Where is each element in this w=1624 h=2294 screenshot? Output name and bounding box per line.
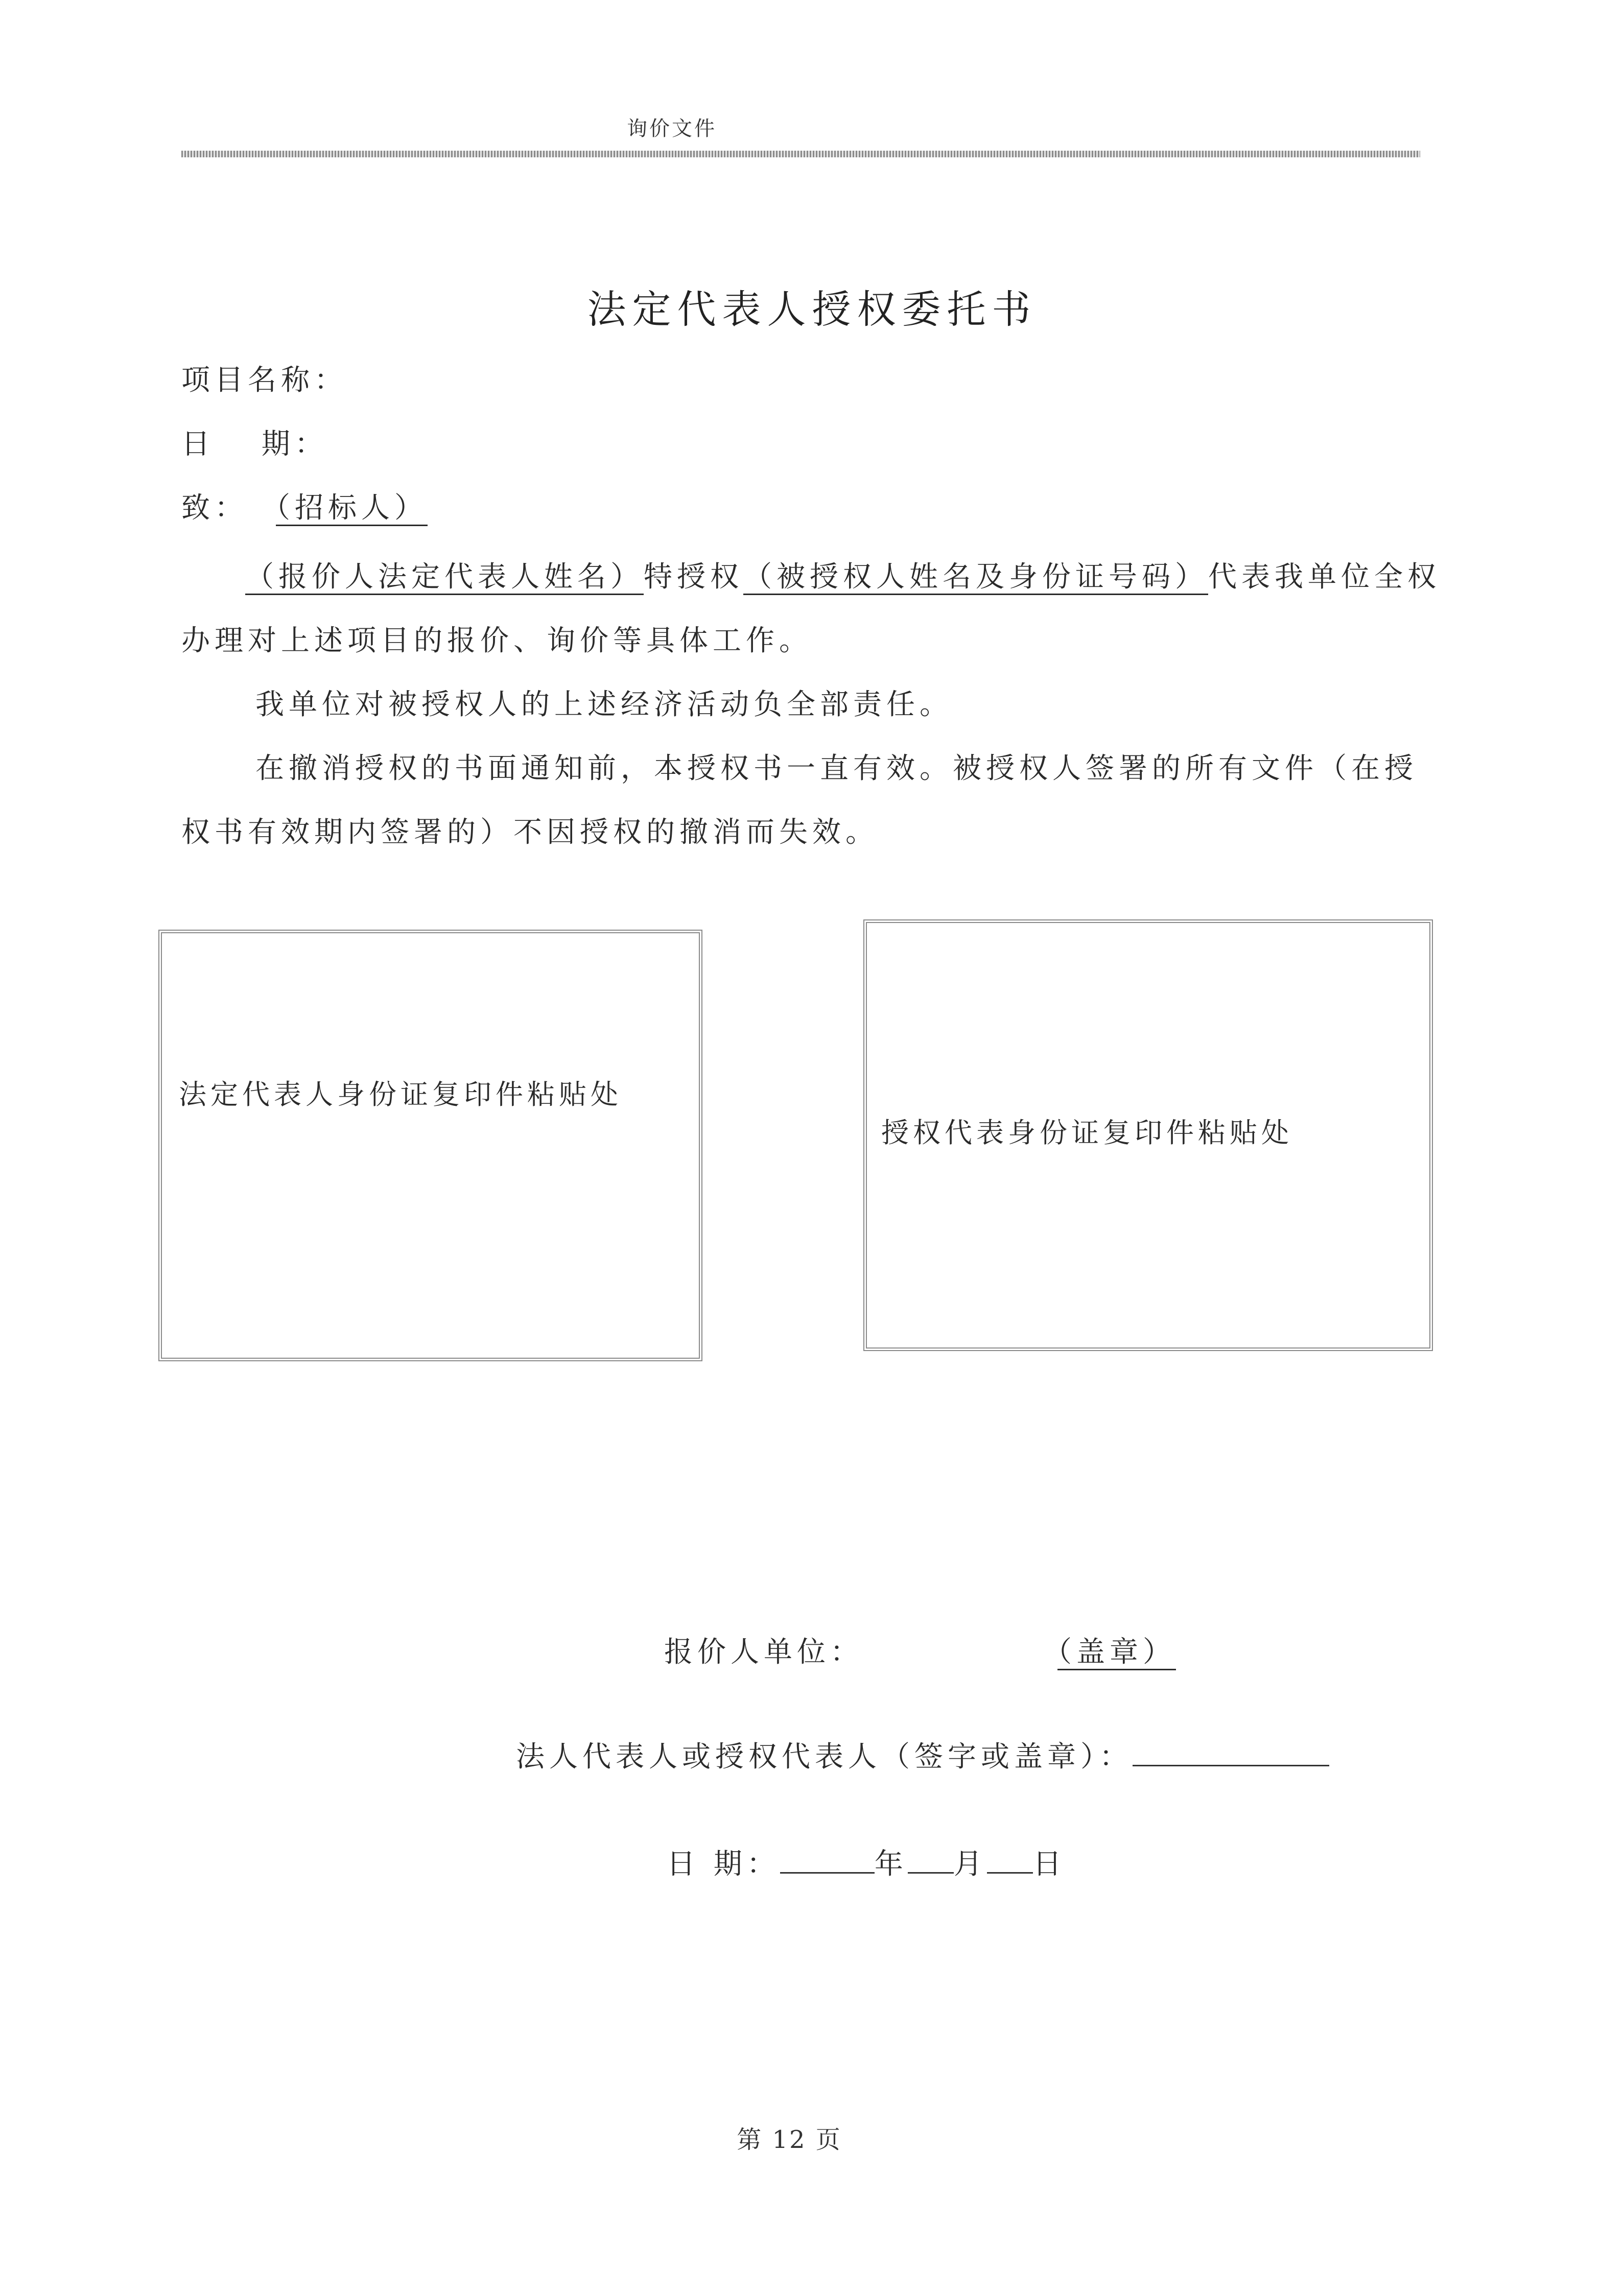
- month-label: 月: [953, 1848, 987, 1881]
- legal-rep-id-paste-label: 法定代表人身份证复印件粘贴处: [179, 1078, 622, 1110]
- document-title: 法定代表人授权委托书: [587, 287, 1037, 332]
- paragraph-1-end: 代表我单位全权: [1208, 560, 1441, 594]
- authorized-rep-id-paste-label: 授权代表身份证复印件粘贴处: [881, 1117, 1293, 1149]
- year-label: 年: [874, 1848, 908, 1881]
- paragraph-1-line-2: 办理对上述项目的报价、询价等具体工作。: [181, 624, 812, 657]
- paragraph-2: 我单位对被授权人的上述经济活动负全部责任。: [255, 688, 953, 721]
- bidder-unit-label: 报价人单位：: [664, 1636, 863, 1669]
- signature-date-label: 日 期：: [667, 1848, 780, 1881]
- representative-blank: [1133, 1765, 1329, 1766]
- page-number: 第 12 页: [737, 2125, 842, 2154]
- bidder-unit-line: [664, 1629, 1339, 1670]
- representative-label: 法人代表人或授权代表人（签字或盖章）：: [516, 1740, 1133, 1773]
- recipient-value: （招标人）: [276, 491, 428, 525]
- paragraph-3-line-1: 在撤消授权的书面通知前，本授权书一直有效。被授权人签署的所有文件（在授: [255, 752, 1418, 785]
- header-label: 询价文件: [627, 117, 717, 140]
- day-blank: [987, 1872, 1033, 1874]
- signature-date-line: [667, 1841, 1066, 1882]
- legal-rep-name-placeholder: （报价人法定代表人姓名）: [245, 560, 644, 594]
- paragraph-1-line-1: [245, 554, 1441, 595]
- header-rule: [181, 151, 1420, 157]
- bidder-unit-seal: （盖章）: [1057, 1636, 1176, 1669]
- recipient-line: [181, 485, 474, 526]
- representative-line: [516, 1734, 1329, 1775]
- paragraph-1-mid: 特授权: [644, 560, 743, 594]
- date-label: 日 期：: [181, 428, 328, 461]
- recipient-label: 致：: [181, 491, 248, 525]
- month-blank: [908, 1872, 954, 1874]
- grantee-placeholder: （被授权人姓名及身份证号码）: [743, 560, 1208, 594]
- year-blank: [780, 1872, 875, 1874]
- legal-rep-id-paste-box: [158, 930, 702, 1361]
- project-name-label: 项目名称：: [181, 364, 347, 397]
- day-label: 日: [1032, 1848, 1066, 1881]
- paragraph-3-line-2: 权书有效期内签署的）不因授权的撤消而失效。: [181, 816, 879, 849]
